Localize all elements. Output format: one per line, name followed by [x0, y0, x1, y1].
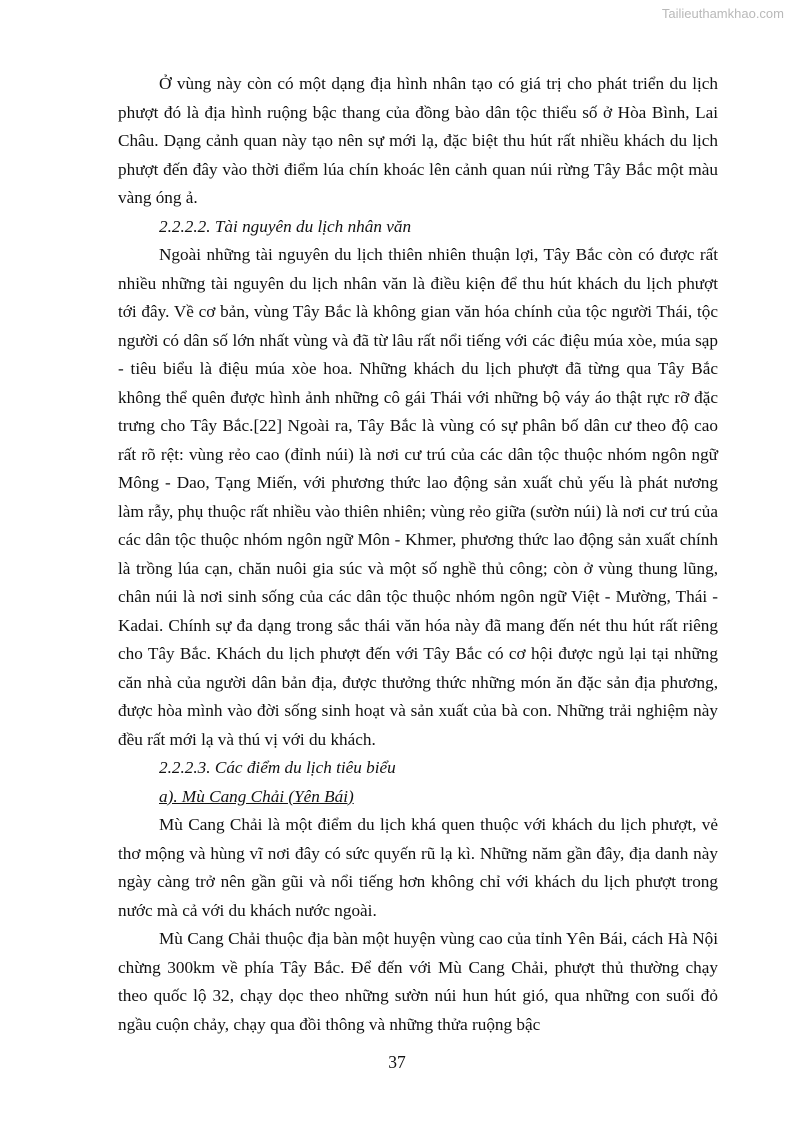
watermark-text: Tailieuthamkhao.com: [661, 6, 784, 21]
subsection-heading-mu-cang-chai: [118, 783, 718, 812]
paragraph-cultural-resources: Ngoài những tài nguyên du lịch thiên nhiên thuận lợi, Tây Bắc còn có được rất nhiều những tài nguyên du lịch nhân văn là điều kiện để thu hút khách du lịch phượt tới đây. Về cơ bản, vùng Tây Bắc là không gian văn hóa chính của tộc người Thái, tộc người có dân số lớn nhất vùng và đã từ lâu rất nổi tiếng với các điệu múa xòe, múa sạp - tiêu biểu là điệu múa xòe hoa. Những khách du lịch phượt đã từng qua Tây Bắc không thể quên được hình ảnh những cô gái Thái với những bộ váy áo thật rực rỡ đặc trưng cho Tây Bắc.[22] Ngoài ra, Tây Bắc là vùng có sự phân bố dân cư theo độ cao rất rõ rệt: vùng rẻo cao (đỉnh núi) là nơi cư trú của các dân tộc thuộc nhóm ngôn ngữ Mông - Dao, Tạng Miến, với phương thức lao động sản xuất chủ yếu là phát nương làm rẫy, phụ thuộc rất nhiều vào thiên nhiên; vùng rẻo giữa (sườn núi) là nơi cư trú của các dân tộc thuộc nhóm ngôn ngữ Môn - Khmer, phương thức lao động sản xuất chính là trồng lúa cạn, chăn nuôi gia súc và một số nghề thủ công; còn ở vùng thung lũng, chân núi là nơi sinh sống của các dân tộc thuộc nhóm ngôn ngữ Việt - Mường, Thái - Kadai. Chính sự đa dạng trong sắc thái văn hóa này đã mang đến nét thu hút rất riêng cho Tây Bắc. Khách du lịch phượt đến với Tây Bắc có cơ hội được ngủ lại tại những căn nhà của người dân bản địa, được thưởng thức những món ăn đặc sản địa phương, được hòa mình vào đời sống sinh hoạt và sản xuất của bà con. Những trải nghiệm này đều rất mới lạ và thú vị với du khách.: [118, 245, 718, 749]
paragraph-mu-cang-chai-location: Mù Cang Chải thuộc địa bàn một huyện vùng cao của tỉnh Yên Bái, cách Hà Nội chừng 300km về phía Tây Bắc. Để đến với Mù Cang Chải, phượt thủ thường chạy theo quốc lộ 32, chạy dọc theo những sườn núi hun hút gió, qua những con suối đỏ ngầu cuộn chảy, chạy qua đồi thông và những thửa ruộng bậc: [118, 929, 718, 1034]
section-heading-cultural-resources: 2.2.2.2. Tài nguyên du lịch nhân văn: [159, 216, 412, 236]
document-body: [118, 70, 718, 1039]
subsection-heading-text: a). Mù Cang Chải (Yên Bái): [159, 786, 354, 806]
page-number: 37: [388, 1052, 406, 1072]
paragraph-terraced-fields: Ở vùng này còn có một dạng địa hình nhân tạo có giá trị cho phát triển du lịch phượt đó là địa hình ruộng bậc thang của đồng bào dân tộc thiểu số ở Hòa Bình, Lai Châu. Dạng cảnh quan này tạo nên sự mới lạ, đặc biệt thu hút rất nhiều khách du lịch phượt đến đây vào thời điểm lúa chín khoác lên cảnh quan núi rừng Tây Bắc một màu vàng óng ả.: [118, 74, 718, 207]
section-heading-typical-destinations: 2.2.2.3. Các điểm du lịch tiêu biểu: [159, 758, 396, 777]
paragraph-mu-cang-chai-intro: Mù Cang Chải là một điểm du lịch khá quen thuộc với khách du lịch phượt, vẻ thơ mộng và hùng vĩ nơi đây có sức quyến rũ lạ kì. Những năm gần đây, địa danh này ngày càng trở nên gần gũi và nổi tiếng hơn không chỉ với khách du lịch phượt trong nước mà cả với du khách nước ngoài.: [118, 815, 718, 920]
